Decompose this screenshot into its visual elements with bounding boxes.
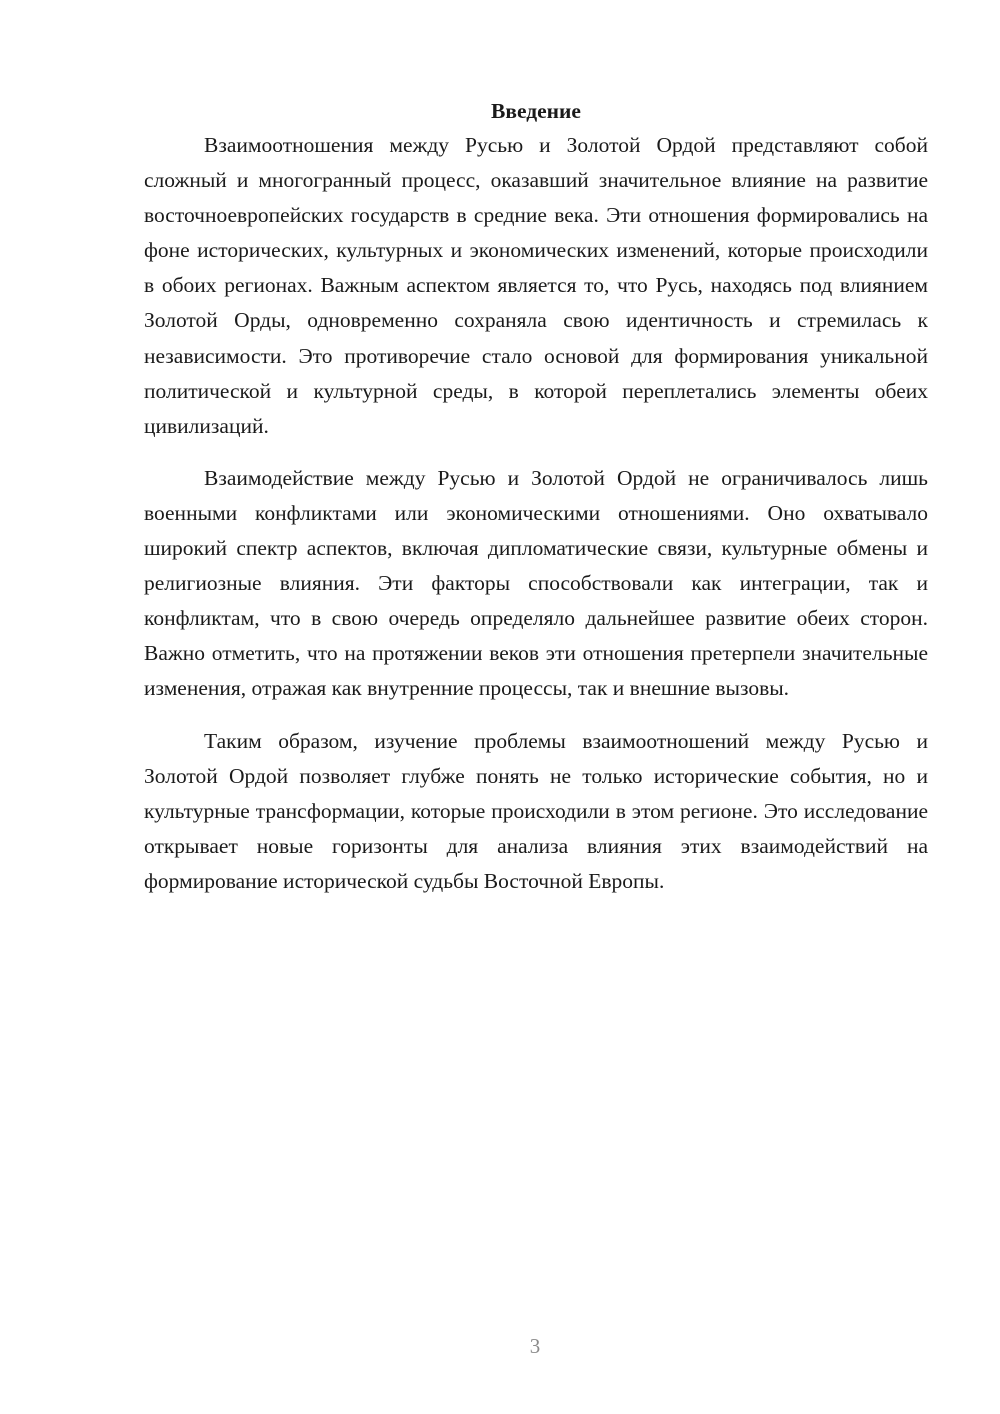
page-content xyxy=(144,96,928,916)
page-title: Введение xyxy=(491,99,581,123)
paragraph-2: Взаимодействие между Русью и Золотой Ордой не ограничивалось лишь военными конфликтами или экономическими отношениями. Оно охватывало широкий спектр аспектов, включая дипломатические связи, культурные обмены и религиозные влияния. Эти факторы способствовали как интеграции, так и конфликтам, что в свою очередь определяло дальнейшее развитие обеих сторон. Важно отметить, что на протяжении веков эти отношения претерпели значительные изменения, отражая как внутренние процессы, так и внешние вызовы. xyxy=(144,465,928,701)
paragraph-3: Таким образом, изучение проблемы взаимоотношений между Русью и Золотой Ордой позволяет глубже понять не только исторические события, но и культурные трансформации, которые происходили в этом регионе. Это исследование открывает новые горизонты для анализа влияния этих взаимодействий на формирование исторической судьбы Восточной Европы. xyxy=(144,728,928,893)
page-number: 3 xyxy=(529,1334,541,1358)
paragraph-1: Взаимоотношения между Русью и Золотой Ордой представляют собой сложный и многогранный процесс, оказавший значительное влияние на развитие восточноевропейских государств в средние века. Эти отношения формировались на фоне исторических, культурных и экономических изменений, которые происходили в обоих регионах. Важным аспектом является то, что Русь, находясь под влиянием Золотой Орды, одновременно сохраняла свою идентичность и стремилась к независимости. Это противоречие стало основой для формирования уникальной политической и культурной среды, в которой переплетались элементы обеих цивилизаций. xyxy=(144,133,928,438)
